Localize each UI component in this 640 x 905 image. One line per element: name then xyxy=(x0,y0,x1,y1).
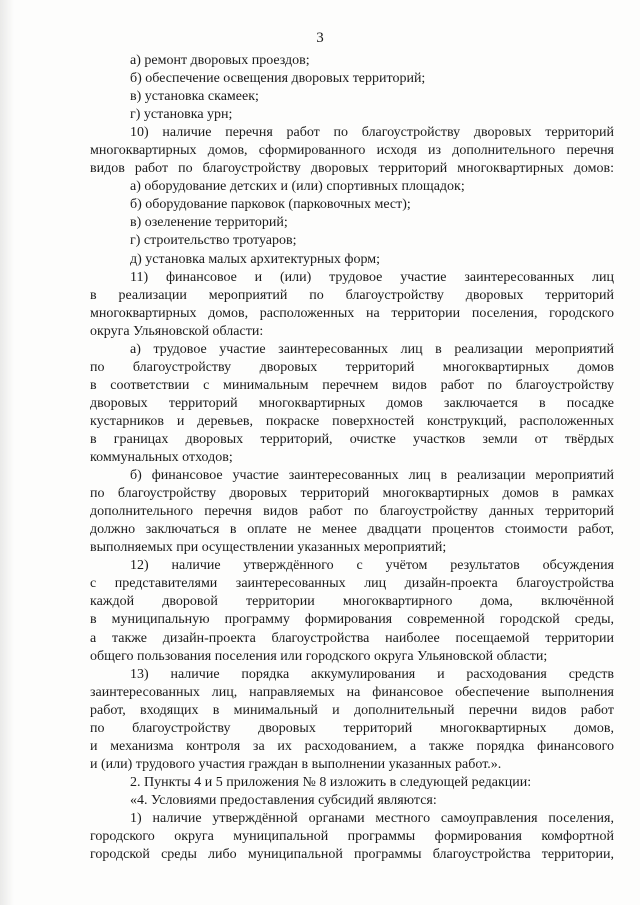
text-line: г) установка урн; xyxy=(130,107,233,123)
text-line: выполняемых при осуществлении указанных мероприятий; xyxy=(90,540,447,556)
text-line: б) оборудование парковок (парковочных мест); xyxy=(130,197,411,213)
text-line: по благоустройству дворовых территорий многоквартирных домов в рамках xyxy=(90,486,614,502)
text-line: дополнительного перечня видов работ по благоустройству данных территорий xyxy=(90,504,614,520)
text-line: коммунальных отходов; xyxy=(90,450,233,466)
text-line: 12) наличие утверждённого с учётом результатов обсуждения xyxy=(130,558,614,574)
text-line: по благоустройству дворовых территорий многоквартирных домов xyxy=(90,359,614,375)
text-line: б) финансовое участие заинтересованных лиц в реализации мероприятий xyxy=(130,468,614,484)
text-line: а также дизайн-проекта благоустройства наиболее посещаемой территории xyxy=(90,630,614,646)
page-number: 3 xyxy=(316,30,324,46)
text-line: г) строительство тротуаров; xyxy=(130,233,297,249)
text-line: в соответствии с минимальным перечнем видов работ по благоустройству xyxy=(90,377,614,393)
text-line: в) установка скамеек; xyxy=(130,89,259,105)
text-line: общего пользования поселения или городского округа Ульяновской области; xyxy=(90,648,548,664)
text-line: 13) наличие порядка аккумулирования и расходования средств xyxy=(130,666,614,682)
text-line: округа Ульяновской области: xyxy=(90,323,264,339)
text-line: должно заключаться в оплате не менее двадцати процентов стоимости работ, xyxy=(90,522,614,538)
text-line: дворовых территорий многоквартирных домов заключается в посадке xyxy=(90,395,614,411)
text-line: б) обеспечение освещения дворовых территорий; xyxy=(130,71,426,87)
text-line: 1) наличие утверждённой органами местного самоуправления поселения, xyxy=(130,810,614,826)
text-line: в муниципальную программу формирования современной городской среды, xyxy=(90,612,614,628)
text-line: 11) финансовое и (или) трудовое участие заинтересованных лиц xyxy=(130,269,614,285)
text-line: городского округа муниципальной программы формирования комфортной xyxy=(90,829,614,845)
text-line: а) ремонт дворовых проездов; xyxy=(130,53,310,68)
text-line: многоквартирных домов, расположенных на территории поселения, городского xyxy=(90,305,614,321)
text-line: кустарников и деревьев, покраске поверхностей конструкций, расположенных xyxy=(90,413,614,429)
text-line: городской среды либо муниципальной программы благоустройства территории, xyxy=(90,847,614,863)
text-line: в реализации мероприятий по благоустройству дворовых территорий xyxy=(90,287,614,303)
text-line: 10) наличие перечня работ по благоустройству дворовых территорий xyxy=(130,125,614,141)
text-line: по благоустройству дворовых территорий многоквартирных домов, xyxy=(90,720,614,736)
text-line: каждой дворовой территории многоквартирного дома, включённой xyxy=(90,594,614,610)
scan-edge-shadow xyxy=(0,0,14,905)
text-line: и (или) трудового участия граждан в выполнении указанных работ.». xyxy=(90,756,502,772)
text-line: видов работ по благоустройству дворовых территорий многоквартирных домов: xyxy=(90,161,614,177)
document-body xyxy=(90,52,614,864)
text-line: а) оборудование детских и (или) спортивных площадок; xyxy=(130,179,465,195)
text-line: многоквартирных домов, сформированного исходя из дополнительного перечня xyxy=(90,143,614,159)
text-line: и механизма контроля за их расходованием, а также порядка финансового xyxy=(90,738,614,754)
text-line: 2. Пункты 4 и 5 приложения № 8 изложить в следующей редакции: xyxy=(130,774,532,790)
text-line: работ, входящих в минимальный и дополнительный перечни видов работ xyxy=(90,702,614,718)
text-line: «4. Условиями предоставления субсидий являются: xyxy=(130,792,437,808)
text-line: в) озеленение территорий; xyxy=(130,215,288,231)
text-line: заинтересованных лиц, направляемых на финансовое обеспечение выполнения xyxy=(90,684,614,700)
text-line: с представителями заинтересованных лиц дизайн-проекта благоустройства xyxy=(90,576,614,592)
text-line: д) установка малых архитектурных форм; xyxy=(130,251,380,267)
text-line: а) трудовое участие заинтересованных лиц в реализации мероприятий xyxy=(130,341,614,357)
text-line: в границах дворовых территорий, очистке участков земли от твёрдых xyxy=(90,431,614,447)
